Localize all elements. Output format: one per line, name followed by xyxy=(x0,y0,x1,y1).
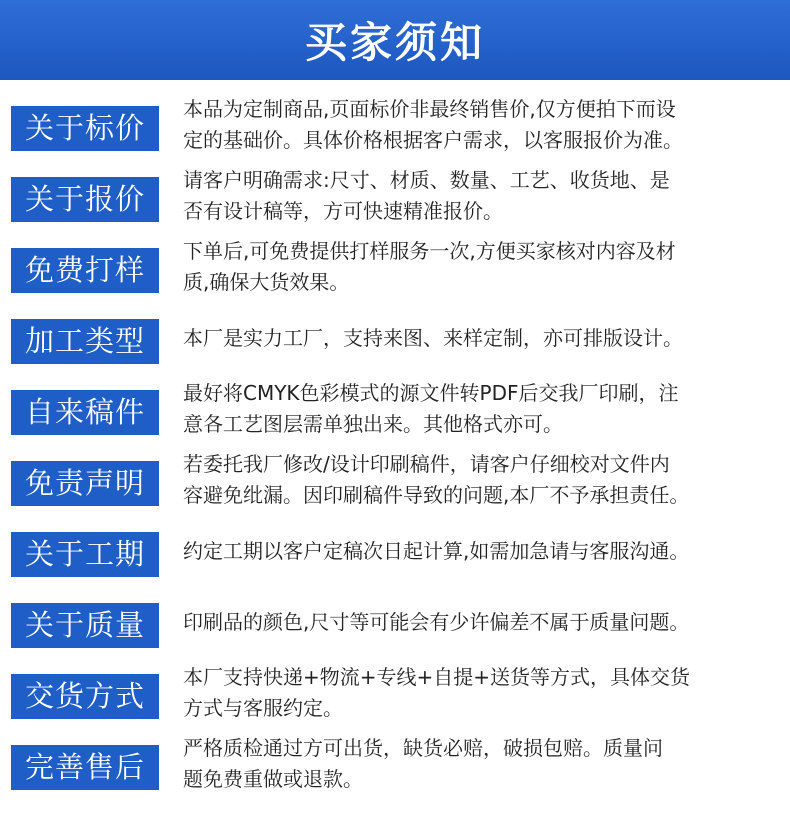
notice-row-quality xyxy=(0,591,790,653)
desc-line: 下单后,可免费提供打样服务一次,方便买家核对内容及材 xyxy=(183,239,676,263)
row-description xyxy=(183,607,783,638)
desc-line: 否有设计稿等，方可快速精准报价。 xyxy=(183,199,503,223)
desc-line: 若委托我厂修改/设计印刷稿件，请客户仔细校对文件内 xyxy=(183,452,670,476)
page-title: 买家须知 xyxy=(304,18,485,67)
desc-line: 最好将CMYK色彩模式的源文件转PDF后交我厂印刷，注 xyxy=(183,381,679,405)
desc-line: 约定工期以客户定稿次日起计算,如需加急请与客服沟通。 xyxy=(183,539,690,563)
notice-row-processing xyxy=(0,307,790,369)
row-label: 关于报价 xyxy=(11,177,159,222)
notice-row-leadtime xyxy=(0,520,790,582)
desc-line: 质,确保大货效果。 xyxy=(183,270,350,294)
notice-row-sample xyxy=(0,236,790,298)
desc-line: 严格质检通过方可出货，缺货必赔，破损包赔。质量问 xyxy=(183,736,663,760)
desc-line: 定的基础价。具体价格根据客户需求，以客服报价为准。 xyxy=(183,128,683,152)
header-banner xyxy=(0,0,790,80)
notice-row-aftersales xyxy=(0,733,790,795)
row-label: 免责声明 xyxy=(11,461,159,506)
row-description xyxy=(183,378,783,440)
desc-line: 本厂是实力工厂，支持来图、来样定制，亦可排版设计。 xyxy=(183,326,683,350)
row-description xyxy=(183,323,783,354)
notice-row-disclaimer xyxy=(0,449,790,511)
row-label: 关于工期 xyxy=(11,532,159,577)
row-label: 关于标价 xyxy=(11,106,159,151)
desc-line: 方式与客服约定。 xyxy=(183,696,343,720)
row-label: 完善售后 xyxy=(11,745,159,790)
desc-line: 本品为定制商品,页面标价非最终销售价,仅方便拍下而设 xyxy=(183,97,676,121)
row-label: 交货方式 xyxy=(11,674,159,719)
notice-row-delivery xyxy=(0,662,790,724)
row-description xyxy=(183,449,783,511)
desc-line: 请客户明确需求:尺寸、材质、数量、工艺、收货地、是 xyxy=(183,168,670,192)
desc-line: 本厂支持快递+物流+专线+自提+送货等方式，具体交货 xyxy=(183,665,691,689)
row-description xyxy=(183,662,783,724)
row-label: 关于质量 xyxy=(11,603,159,648)
notice-row-pricing xyxy=(0,94,790,156)
row-description xyxy=(183,236,783,298)
desc-line: 意各工艺图层需单独出来。其他格式亦可。 xyxy=(183,412,563,436)
desc-line: 题免费重做或退款。 xyxy=(183,767,363,791)
notice-row-artwork xyxy=(0,378,790,440)
desc-line: 容避免纰漏。因印刷稿件导致的问题,本厂不予承担责任。 xyxy=(183,483,690,507)
notice-row-quote xyxy=(0,165,790,227)
row-description xyxy=(183,94,783,156)
row-description xyxy=(183,733,783,795)
desc-line: 印刷品的颜色,尺寸等可能会有少许偏差不属于质量问题。 xyxy=(183,610,690,634)
row-label: 免费打样 xyxy=(11,248,159,293)
row-description xyxy=(183,165,783,227)
row-label: 加工类型 xyxy=(11,319,159,364)
row-description xyxy=(183,536,783,567)
row-label: 自来稿件 xyxy=(11,390,159,435)
